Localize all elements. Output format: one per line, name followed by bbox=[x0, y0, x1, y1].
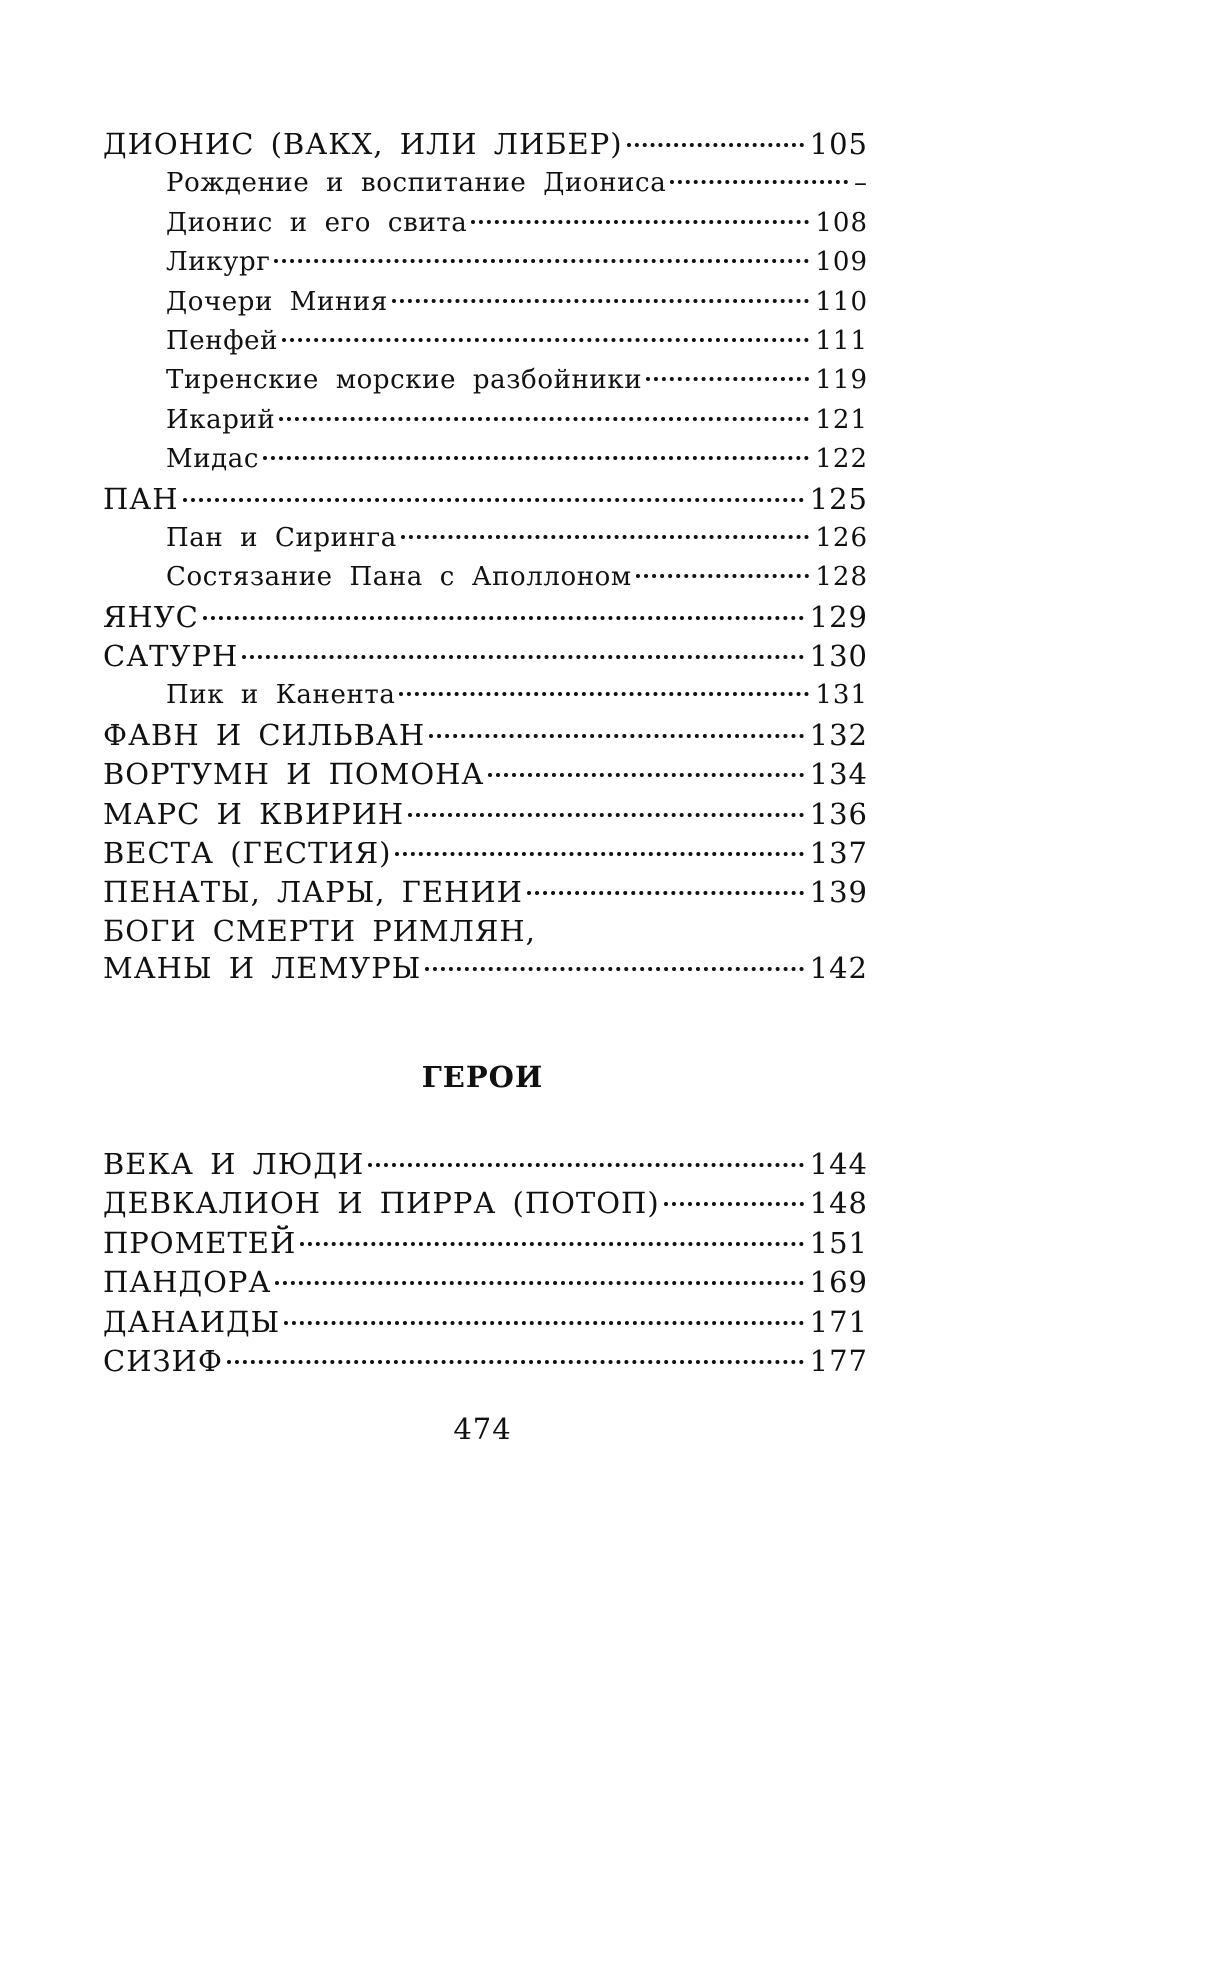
toc-entry bbox=[103, 204, 868, 243]
dot-leader bbox=[284, 1321, 803, 1325]
toc-entry bbox=[103, 401, 868, 440]
table-of-contents-gods bbox=[103, 125, 868, 988]
toc-entry-page: 119 bbox=[815, 365, 868, 396]
toc-entry-page: 108 bbox=[815, 207, 868, 238]
toc-entry-title: Дочери Миния bbox=[166, 286, 388, 317]
toc-entry-page: 126 bbox=[815, 522, 868, 553]
toc-entry-title: ЯНУС bbox=[103, 599, 199, 634]
dot-leader bbox=[368, 1163, 803, 1167]
toc-entry-page: 144 bbox=[809, 1147, 868, 1181]
dot-leader bbox=[300, 1242, 803, 1246]
toc-entry-page: 139 bbox=[809, 875, 868, 910]
toc-entry bbox=[103, 716, 868, 755]
dot-leader bbox=[203, 616, 804, 620]
toc-entry-page: 110 bbox=[815, 286, 868, 317]
toc-entry-title: ПРОМЕТЕЙ bbox=[103, 1225, 297, 1260]
toc-entry-title: ВЕКА И ЛЮДИ bbox=[103, 1147, 365, 1181]
dot-leader bbox=[279, 417, 809, 421]
dot-leader bbox=[429, 734, 803, 738]
toc-entry-title: Ликург bbox=[166, 247, 271, 278]
toc-entry bbox=[103, 913, 868, 949]
toc-entry bbox=[103, 164, 868, 203]
page-number: 474 bbox=[453, 1412, 512, 1446]
toc-entry bbox=[103, 243, 868, 282]
dot-leader bbox=[242, 655, 803, 659]
toc-entry-title: Пан и Сиринга bbox=[166, 522, 397, 553]
toc-entry-page: 171 bbox=[809, 1304, 868, 1339]
toc-entry bbox=[103, 1342, 868, 1381]
toc-entry bbox=[103, 558, 868, 597]
dot-leader bbox=[399, 692, 809, 696]
toc-entry bbox=[103, 283, 868, 322]
toc-entry bbox=[103, 949, 868, 988]
toc-entry-title: ДИОНИС (ВАКХ, ИЛИ ЛИБЕР) bbox=[103, 127, 623, 161]
toc-entry bbox=[103, 873, 868, 912]
toc-entry bbox=[103, 480, 868, 519]
toc-entry-page: 121 bbox=[815, 404, 868, 435]
toc-entry-page: 132 bbox=[809, 717, 868, 752]
toc-entry-page: 151 bbox=[809, 1225, 868, 1260]
dot-leader bbox=[263, 456, 809, 460]
toc-entry bbox=[103, 1224, 868, 1263]
toc-entry-page: 134 bbox=[809, 757, 868, 792]
toc-entry-page: 129 bbox=[809, 599, 868, 634]
toc-entry-page: 177 bbox=[809, 1343, 868, 1378]
dot-leader bbox=[646, 377, 809, 381]
dot-leader bbox=[627, 143, 804, 147]
toc-entry-title: МАРС И КВИРИН bbox=[103, 796, 405, 831]
toc-entry bbox=[103, 676, 868, 715]
toc-entry-page: – bbox=[854, 168, 868, 199]
toc-entry-title: МАНЫ И ЛЕМУРЫ bbox=[103, 950, 422, 985]
toc-entry-title: СИЗИФ bbox=[103, 1343, 223, 1378]
toc-entry-page: 111 bbox=[815, 325, 868, 356]
toc-entry-page: 128 bbox=[815, 562, 868, 593]
toc-entry-title: ДАНАИДЫ bbox=[103, 1304, 281, 1339]
toc-entry-title: САТУРН bbox=[103, 639, 239, 674]
toc-entry-page: 130 bbox=[809, 639, 868, 674]
toc-entry-title: Пенфей bbox=[166, 325, 279, 356]
toc-entry-title: ПЕНАТЫ, ЛАРЫ, ГЕНИИ bbox=[103, 875, 523, 910]
dot-leader bbox=[471, 220, 809, 224]
dot-leader bbox=[282, 338, 809, 342]
toc-entry-title: Мидас bbox=[166, 444, 260, 475]
dot-leader bbox=[401, 535, 810, 539]
toc-entry bbox=[103, 637, 868, 676]
toc-entry-title: ВЕСТА (ГЕСТИЯ) bbox=[103, 836, 392, 871]
table-of-contents-heroes bbox=[103, 1145, 868, 1381]
dot-leader bbox=[488, 773, 803, 777]
dot-leader bbox=[636, 574, 810, 578]
toc-entry bbox=[103, 795, 868, 834]
toc-entry bbox=[103, 519, 868, 558]
dot-leader bbox=[670, 180, 848, 184]
toc-entry bbox=[103, 1184, 868, 1223]
toc-entry bbox=[103, 125, 868, 164]
dot-leader bbox=[275, 1281, 803, 1285]
toc-entry-page: 136 bbox=[809, 796, 868, 831]
toc-entry-page: 125 bbox=[809, 481, 868, 516]
toc-entry-page: 105 bbox=[809, 127, 868, 161]
dot-leader bbox=[392, 299, 810, 303]
toc-entry-title: ФАВН И СИЛЬВАН bbox=[103, 717, 426, 752]
toc-entry-page: 148 bbox=[809, 1186, 868, 1221]
dot-leader bbox=[227, 1360, 804, 1364]
toc-entry-title: БОГИ СМЕРТИ РИМЛЯН, bbox=[103, 913, 536, 948]
toc-entry bbox=[103, 1303, 868, 1342]
toc-entry bbox=[103, 755, 868, 794]
dot-leader bbox=[664, 1202, 804, 1206]
dot-leader bbox=[183, 498, 804, 502]
section-heading-heroes: ГЕРОИ bbox=[421, 1060, 544, 1094]
toc-entry bbox=[103, 440, 868, 479]
dot-leader bbox=[395, 852, 803, 856]
toc-entry bbox=[103, 1145, 868, 1184]
toc-entry-page: 142 bbox=[809, 950, 868, 985]
toc-entry bbox=[103, 834, 868, 873]
toc-entry-title: ВОРТУМН И ПОМОНА bbox=[103, 757, 485, 792]
toc-entry-page: 131 bbox=[815, 680, 868, 711]
dot-leader bbox=[408, 813, 803, 817]
dot-leader bbox=[274, 259, 809, 263]
toc-entry bbox=[103, 598, 868, 637]
dot-leader bbox=[425, 967, 803, 971]
toc-entry-title: ДЕВКАЛИОН И ПИРРА (ПОТОП) bbox=[103, 1186, 660, 1221]
toc-entry bbox=[103, 1263, 868, 1302]
toc-entry-page: 122 bbox=[815, 444, 868, 475]
toc-entry-title: ПАНДОРА bbox=[103, 1265, 272, 1300]
toc-entry-title: ПАН bbox=[103, 481, 179, 516]
toc-entry-page: 109 bbox=[815, 247, 868, 278]
toc-entry-title: Тиренские морские разбойники bbox=[166, 365, 643, 396]
toc-entry bbox=[103, 361, 868, 400]
toc-entry-title: Икарий bbox=[166, 404, 276, 435]
toc-entry-title: Пик и Канента bbox=[166, 680, 396, 711]
toc-entry bbox=[103, 322, 868, 361]
toc-entry-title: Состязание Пана с Аполлоном bbox=[166, 562, 632, 593]
toc-entry-title: Дионис и его свита bbox=[166, 207, 468, 238]
toc-entry-page: 169 bbox=[809, 1265, 868, 1300]
toc-entry-title: Рождение и воспитание Диониса bbox=[166, 168, 667, 199]
dot-leader bbox=[527, 891, 804, 895]
toc-entry-page: 137 bbox=[809, 836, 868, 871]
